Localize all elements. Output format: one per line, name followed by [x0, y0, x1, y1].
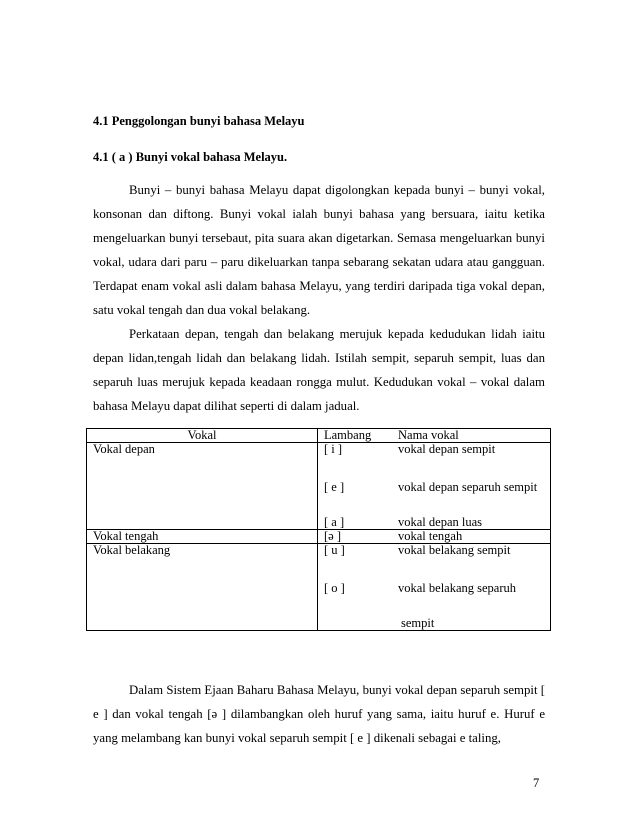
- table-row-vokal-depan: [87, 443, 551, 530]
- table-row: [324, 481, 544, 516]
- lambang: [ə ]: [324, 529, 341, 543]
- cell-vokal-belakang-details: [318, 544, 551, 631]
- table-row: [324, 516, 544, 529]
- cell-vokal-tengah: Vokal tengah: [87, 530, 318, 544]
- nama-vokal: vokal depan separuh sempit: [398, 480, 538, 494]
- nama-vokal: vokal depan sempit: [398, 442, 496, 456]
- paragraph-1-text: Bunyi – bunyi bahasa Melayu dapat digolongkan kepada bunyi – bunyi vokal, konsonan dan diftong. Bunyi vokal ialah bunyi bahasa yang bersuara, iaitu ketika mengeluarkan bunyi tersebaut, pita suara akan digetarkan. Semasa mengeluarkan bunyi vokal, udara dari paru – paru dikeluarkan tanpa sebarang sekatan udara atau gangguan. Terdapat enam vokal asli dalam bahasa Melayu, yang terdiri daripada tiga vokal depan, satu vokal tengah dan dua vokal belakang.: [93, 183, 545, 317]
- table-row: [324, 617, 544, 630]
- header-nama: Nama vokal: [398, 428, 459, 442]
- header-vokal: Vokal: [87, 429, 318, 443]
- table-header-row: [87, 429, 551, 443]
- cell-vokal-depan: Vokal depan: [87, 443, 318, 530]
- table-row-vokal-belakang: [87, 544, 551, 631]
- paragraph-1: [93, 178, 545, 322]
- cell-vokal-depan-details: [318, 443, 551, 530]
- page-number: 7: [533, 776, 540, 790]
- cell-vokal-tengah-details: [318, 530, 551, 544]
- lambang: [ u ]: [324, 543, 345, 557]
- subsection-heading: 4.1 ( a ) Bunyi vokal bahasa Melayu.: [93, 150, 288, 164]
- nama-vokal: sempit: [401, 616, 435, 630]
- table-row: [324, 544, 544, 582]
- cell-vokal-belakang: Vokal belakang: [87, 544, 318, 631]
- header-lambang: Lambang: [324, 428, 372, 442]
- nama-vokal: vokal tengah: [398, 529, 463, 543]
- vowel-table: [86, 428, 551, 631]
- nama-vokal: vokal depan luas: [398, 515, 483, 529]
- lambang: [ o ]: [324, 581, 345, 595]
- nama-vokal: vokal belakang separuh: [398, 581, 517, 595]
- paragraph-3: [93, 678, 545, 750]
- paragraph-2: [93, 322, 545, 418]
- table-row-vokal-tengah: [87, 530, 551, 544]
- paragraph-3-text: Dalam Sistem Ejaan Baharu Bahasa Melayu, bunyi vokal depan separuh sempit [ e ] dan vokal tengah [ə ] dilambangkan oleh huruf yang sama, iaitu huruf e. Huruf e yang melambang kan bunyi vokal separuh sempit [ e ] dikenali sebagai e taling,: [93, 683, 545, 745]
- nama-vokal: vokal belakang sempit: [398, 543, 511, 557]
- lambang: [ e ]: [324, 480, 345, 494]
- table-row: [324, 443, 544, 481]
- paragraph-2-text: Perkataan depan, tengah dan belakang merujuk kepada kedudukan lidah iaitu depan lidan,tengah lidah dan belakang lidah. Istilah sempit, separuh sempit, luas dan separuh luas merujuk kepada keadaan rongga mulut. Kedudukan vokal – vokal dalam bahasa Melayu dapat dilihat seperti di dalam jadual.: [93, 327, 545, 413]
- section-heading: 4.1 Penggolongan bunyi bahasa Melayu: [93, 114, 305, 128]
- table-row: [324, 582, 544, 617]
- lambang: [ a ]: [324, 515, 345, 529]
- lambang: [ i ]: [324, 442, 343, 456]
- header-lambang-nama: [318, 429, 551, 443]
